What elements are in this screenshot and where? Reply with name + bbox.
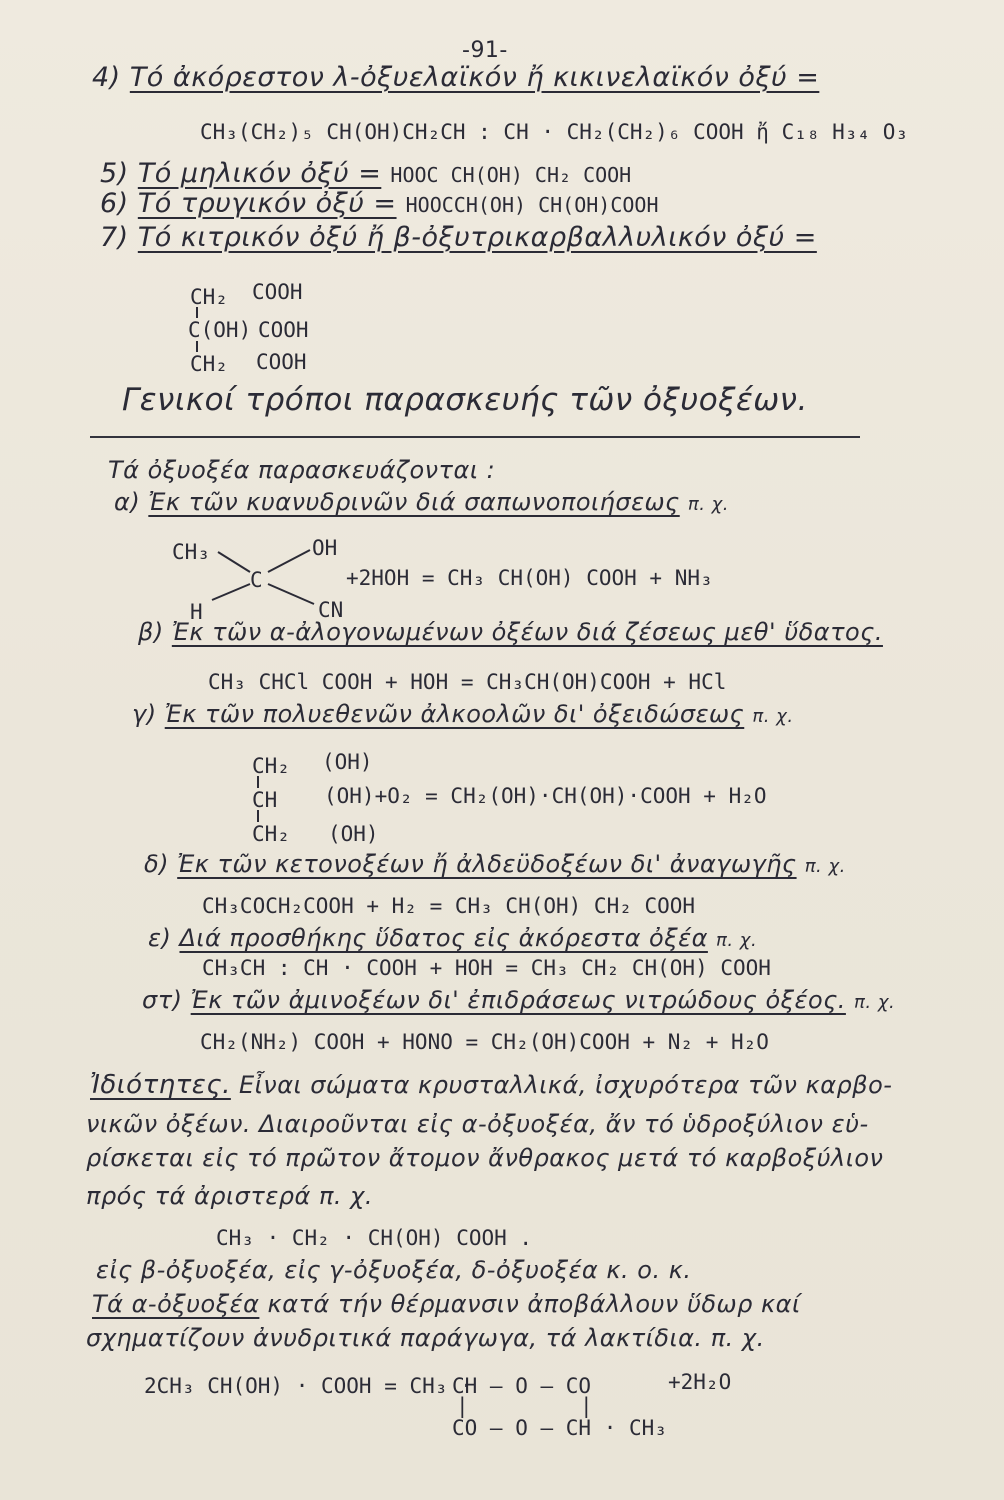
page-number: -91- [462,38,508,63]
method-text: Διά προσθήκης ὕδατος εἰς ἀκόρεστα ὀξέα [179,924,708,952]
item-text: Τό τρυγικόν ὀξύ = [137,188,397,219]
cyano-oh: OH [312,536,338,560]
section-title: Γενικοί τρόποι παρασκευής τῶν ὀξυοξέων. [122,382,808,418]
method-label: στ) [142,986,183,1014]
properties-line-3: ρίσκεται εἰς τό πρῶτον ἄτομον ἄνθρακος μετά τό καρβοξύλιον [86,1144,884,1172]
citric-right-1: COOH [252,280,303,304]
properties-text: Εἶναι σώματα κρυσταλλικά, ἰσχυρότερα τῶν καρβο- [239,1071,893,1099]
method-st [142,986,895,1014]
method-e-formula: CH₃CH : CH · COOH + HOH = CH₃ CH₂ CH(OH) COOH [202,956,771,980]
glyc-mid-1: (OH) [322,750,373,774]
method-text: Ἐκ τῶν κυανυδρινῶν διά σαπωνοποιήσεως [148,488,680,516]
example-abbrev: π. χ. [752,706,794,727]
lactide-left: 2CH₃ CH(OH) · COOH = CH₃ · [144,1374,473,1398]
method-st-formula: CH₂(NH₂) COOH + HONO = CH₂(OH)COOH + N₂ + H₂O [200,1030,769,1054]
properties-heading: Ἰδιότητες. [90,1070,231,1100]
glyc-left-1: CH₂ [252,754,290,778]
example-abbrev: π. χ. [804,856,846,877]
example-abbrev: π. χ. [716,930,758,951]
cyano-h: H [190,600,203,624]
method-e [148,924,757,952]
method-b-formula: CH₃ CHCl COOH + HOH = CH₃CH(OH)COOH + HCl [208,670,727,694]
lactide-bottom: CO — O — CH · CH₃ [452,1416,667,1440]
method-label: δ) [144,850,170,878]
glyc-mid-2: (OH)+O₂ = CH₂(OH)·CH(OH)·COOH + H₂O [324,784,767,808]
properties-line-1 [90,1070,892,1100]
citric-left-1: CH₂ [190,285,228,309]
item-text: Τό ἀκόρεστον λ-ὀξυελαϊκόν ἤ κικινελαϊκόν ὀξύ = [129,62,820,93]
properties-line-2: νικῶν ὀξέων. Διαιροῦνται εἰς α-ὀξυοξέα, ἄν τό ὑδροξύλιον εὑ- [86,1110,869,1138]
method-d-formula: CH₃COCH₂COOH + H₂ = CH₃ CH(OH) CH₂ COOH [202,894,696,918]
citric-right-2: COOH [258,318,309,342]
lactide-top: CH — O — CO [452,1374,592,1398]
item-label: 6) [100,188,129,219]
method-label: ε) [148,924,172,952]
glyc-mid-3: (OH) [328,822,379,846]
method-text: Ἐκ τῶν α-ἀλογονωμένων ὀξέων διά ζέσεως μεθ' ὕδατος. [171,618,883,646]
method-text: Ἐκ τῶν κετονοξέων ἤ ἀλδεϋδοξέων δι' ἀναγωγῆς [177,850,797,878]
glyc-left-3: CH₂ [252,822,290,846]
method-d [144,850,846,878]
item-label: 4) [92,62,121,93]
properties-line-4: πρός τά ἀριστερά π. χ. [86,1182,374,1210]
cyano-equation: +2HOH = CH₃ CH(OH) COOH + NH₃ [346,566,713,590]
example-abbrev: π. χ. [854,992,896,1013]
method-text: Ἐκ τῶν ἀμινοξέων δι' ἐπιδράσεως νιτρώδους ὀξέος. [190,986,846,1014]
item-text: Τό μηλικόν ὀξύ = [137,158,382,189]
item-formula: HOOCCH(OH) CH(OH)COOH [405,193,659,217]
method-label: β) [138,618,164,646]
method-label: α) [114,488,141,516]
properties-line-6 [92,1290,801,1318]
item-text: Τό κιτρικόν ὀξύ ἤ β-ὀξυτρικαρβαλλυλικόν ὀξύ = [137,222,817,253]
properties-line-5: εἰς β-ὀξυοξέα, εἰς γ-ὀξυοξέα, δ-ὀξυοξέα κ. ο. κ. [96,1256,692,1284]
item-label: 7) [100,222,129,253]
method-text: Ἐκ τῶν πολυεθενῶν ἀλκοολῶν δι' ὀξειδώσεως [164,700,745,728]
properties-text: κατά τήν θέρμανσιν ἀποβάλλουν ὕδωρ καί [267,1290,801,1318]
citric-left-3: CH₂ [190,352,228,376]
intro-text: Τά ὀξυοξέα παρασκευάζονται : [108,456,496,484]
lactide-right: +2H₂O [668,1370,732,1394]
cyano-ch3: CH₃ [172,540,210,564]
item-label: 5) [100,158,129,189]
alpha-hydroxy-acids-label: Τά α-ὀξυοξέα [92,1290,260,1318]
properties-formula: CH₃ · CH₂ · CH(OH) COOH . [216,1226,533,1250]
item-formula: HOOC CH(OH) CH₂ COOH [390,163,632,187]
lactide-bar-left: | [456,1394,469,1418]
cyano-cn: CN [318,598,344,622]
citric-left-2: C(OH) [188,318,252,342]
method-label: γ) [132,700,157,728]
cyano-c: C [250,568,263,592]
citric-right-3: COOH [256,350,307,374]
example-abbrev: π. χ. [687,494,730,515]
properties-line-7: σχηματίζουν ἀνυδριτικά παράγωγα, τά λακτίδια. π. χ. [86,1324,765,1352]
item-4-formula: CH₃(CH₂)₅ CH(OH)CH₂CH : CH · CH₂(CH₂)₆ COOH ἤ C₁₈ H₃₄ O₃ [200,120,909,144]
lactide-bar-right: | [580,1394,593,1418]
glyc-left-2: CH [252,788,278,812]
